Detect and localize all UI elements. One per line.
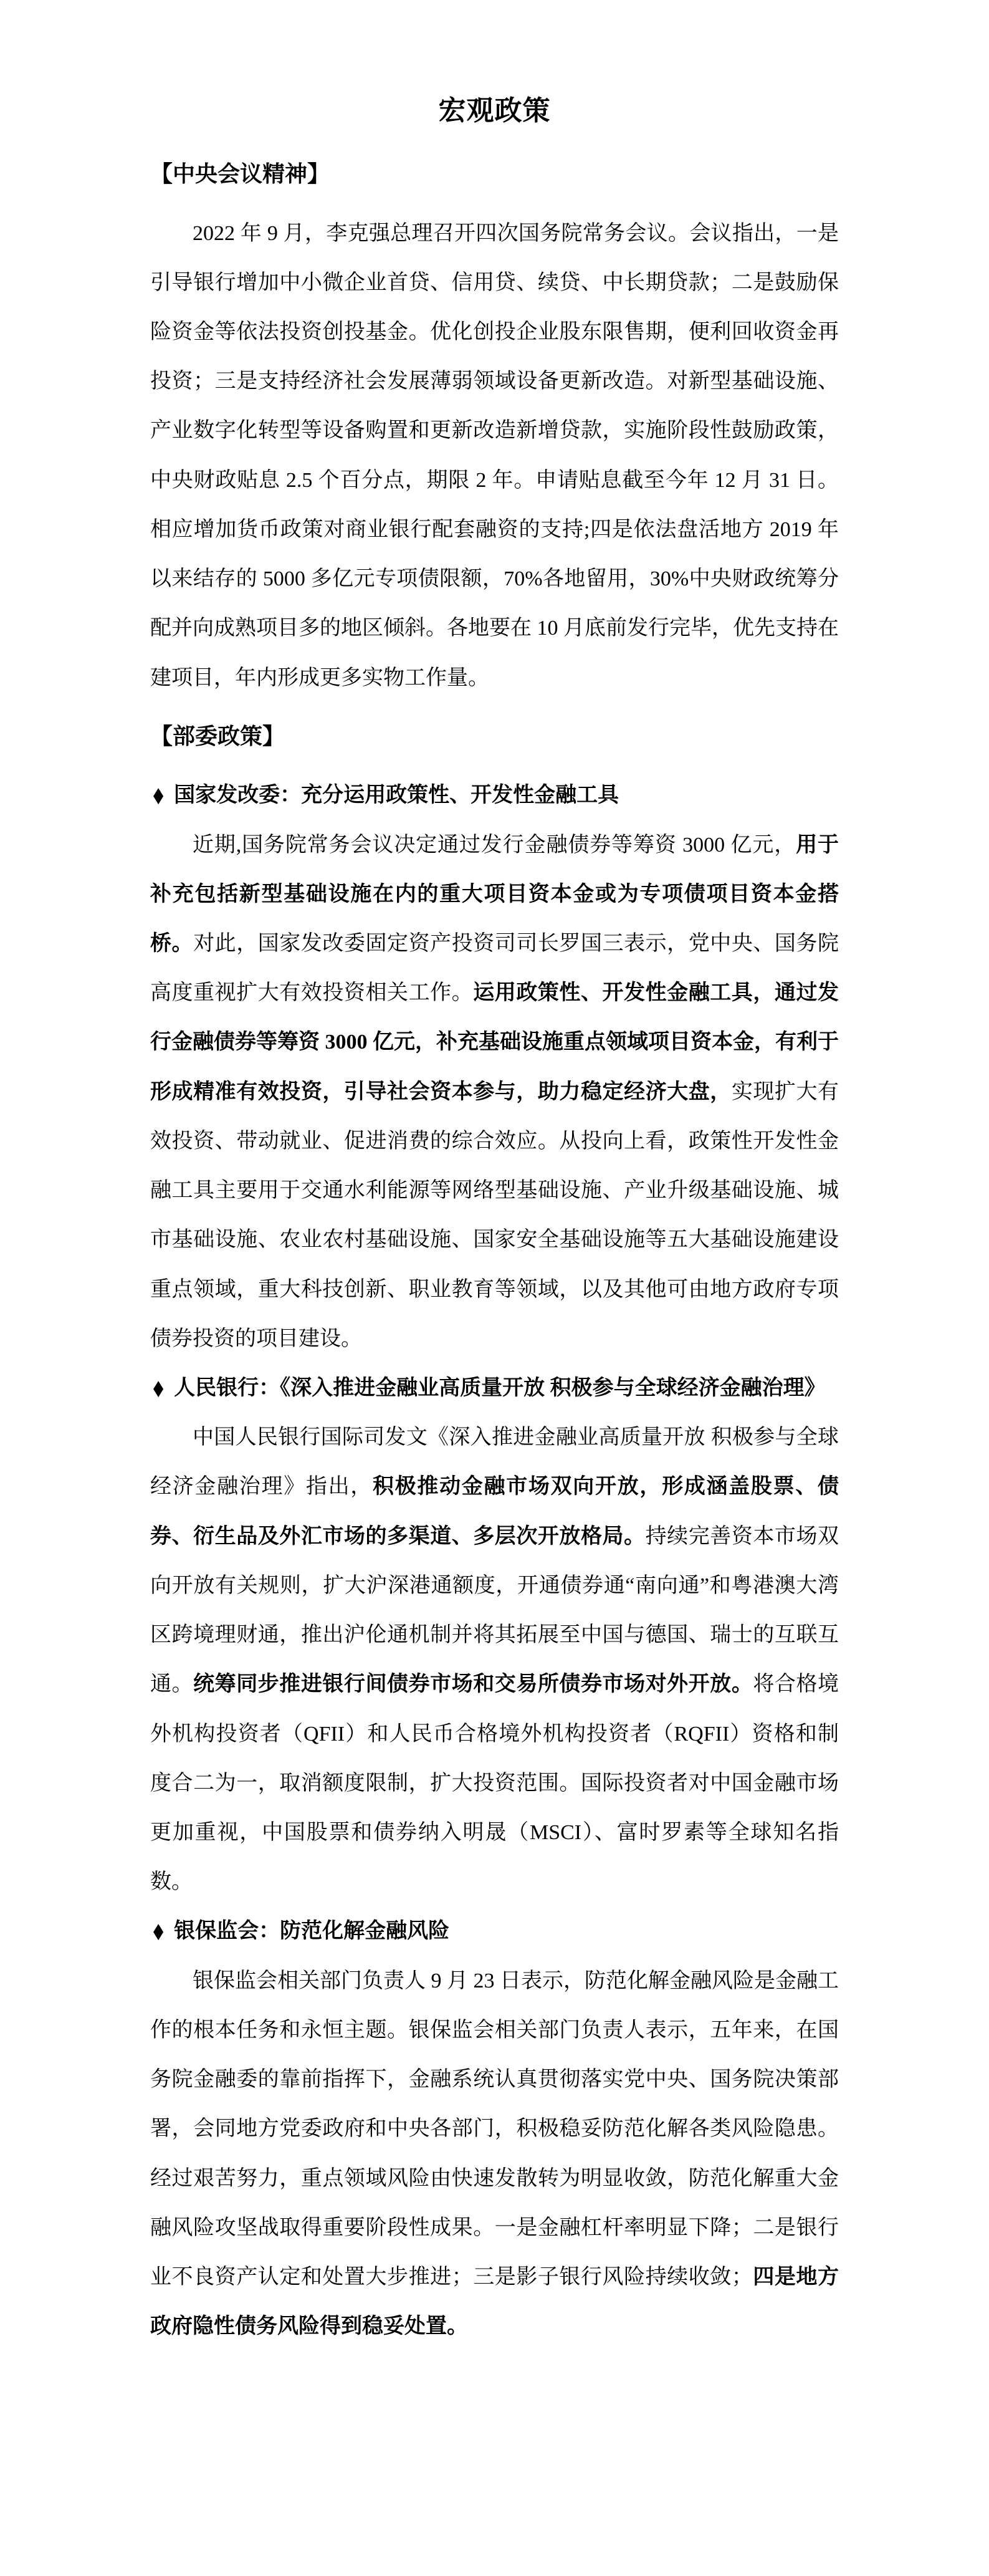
bullet-heading-text: 银保监会：防范化解金融风险 (174, 1920, 450, 1943)
page-title: 宏观政策 (438, 95, 551, 126)
text-run: 银保监会相关部门负责人 9 月 23 日表示，防范化解金融风险是金融工作的根本任务和永恒主题。银保监会相关部门负责人表示，五年来，在国务院金融委的靠前指挥下，金融系统认真贯彻落实党中央、国务院决策部署，会同地方党委政府和中央各部门，积极稳妥防范化解各类风险隐患。经过艰苦努力，重点领域风险由快速发散转为明显收敛，防范化解重大金融风险攻坚战取得重要阶段性成果。一是金融杠杆率明显下降；二是银行业不良资产认定和处置大步推进；三是影子银行风险持续收敛； (150, 1969, 839, 2289)
text-run: 实现扩大有效投资、带动就业、促进消费的综合效应。从投向上看，政策性开发性金融工具主要用于交通水利能源等网络型基础设施、产业升级基础设施、城市基础设施、农业农村基础设施、国家安全基础设施等五大基础设施建设重点领域，重大科技创新、职业教育等领域，以及其他可由地方政府专项债券投资的项目建设。 (150, 1080, 839, 1350)
text-run: 持续完善资本市场双向开放有关规则，扩大沪深港通额度，开通债券通“南向通”和粤港澳大湾区跨境理财通，推出沪伦通机制并将其拓展至中国与德国、瑞士的互联互通。 (150, 1524, 839, 1696)
text-run-bold: 用于补充包括新型基础设施在内的重大项目资本金或为专项债项目资本金搭桥。 (150, 833, 839, 956)
body-paragraph (150, 1413, 839, 1906)
bullet-heading (150, 1363, 839, 1413)
diamond-bullet-icon: ◆ (153, 784, 164, 807)
text-run-bold: 运用政策性、开发性金融工具，通过发行金融债券等筹资 3000 亿元，补充基础设施重点领域项目资本金，有利于形成精准有效投资，引导社会资本参与，助力稳定经济大盘， (150, 981, 839, 1103)
body-paragraph (150, 209, 839, 703)
text-run: 2022 年 9 月，李克强总理召开四次国务院常务会议。会议指出，一是引导银行增加中小微企业首贷、信用贷、续贷、中长期贷款；二是鼓励保险资金等依法投资创投基金。优化创投企业股东限售期，便利回收资金再投资；三是支持经济社会发展薄弱领域设备更新改造。对新型基础设施、产业数字化转型等设备购置和更新改造新增贷款，实施阶段性鼓励政策，中央财政贴息 2.5 个百分点，期限 2 年。申请贴息截至今年 12 月 31 日。相应增加货币政策对商业银行配套融资的支持;四是依法盘活地方 2019 年以来结存的 5000 多亿元专项债限额，70%各地留用，30%中央财政统筹分配并向成熟项目多的地区倾斜。各地要在 10 月底前发行完毕，优先支持在建项目，年内形成更多实物工作量。 (150, 221, 839, 690)
diamond-bullet-icon: ◆ (153, 1920, 164, 1943)
section-header: 【部委政策】 (150, 723, 285, 749)
bullet-heading (150, 771, 839, 820)
text-run: 将合格境外机构投资者（QFII）和人民币合格境外机构投资者（RQFII）资格和制度合二为一，取消额度限制，扩大投资范围。国际投资者对中国金融市场更加重视，中国股票和债券纳入明晟（MSCI）、富时罗素等全球知名指数。 (150, 1673, 839, 1894)
bullet-heading (150, 1906, 839, 1956)
text-run-bold: 四是地方政府隐性债务风险得到稳妥处置。 (150, 2265, 839, 2338)
text-run: 近期,国务院常务会议决定通过发行金融债券等筹资 3000 亿元， (193, 833, 796, 857)
text-run: 中国人民银行国际司发文《深入推进金融业高质量开放 积极参与全球经济金融治理》指出， (150, 1426, 839, 1499)
body-paragraph (150, 820, 839, 1363)
text-run-bold: 统筹同步推进银行间债券市场和交易所债券市场对外开放。 (193, 1673, 753, 1696)
text-run: 对此，国家发改委固定资产投资司司长罗国三表示，党中央、国务院高度重视扩大有效投资相关工作。 (150, 932, 839, 1005)
bullet-heading-text: 国家发改委：充分运用政策性、开发性金融工具 (174, 784, 619, 807)
section-header: 【中央会议精神】 (150, 161, 330, 186)
diamond-bullet-icon: ◆ (153, 1377, 164, 1400)
bullet-heading-text: 人民银行：《深入推进金融业高质量开放 积极参与全球经济金融治理》 (174, 1377, 826, 1400)
text-run-bold: 积极推动金融市场双向开放，形成涵盖股票、债券、衍生品及外汇市场的多渠道、多层次开放格局。 (150, 1475, 839, 1548)
document-body (150, 156, 839, 2351)
body-paragraph (150, 1956, 839, 2352)
